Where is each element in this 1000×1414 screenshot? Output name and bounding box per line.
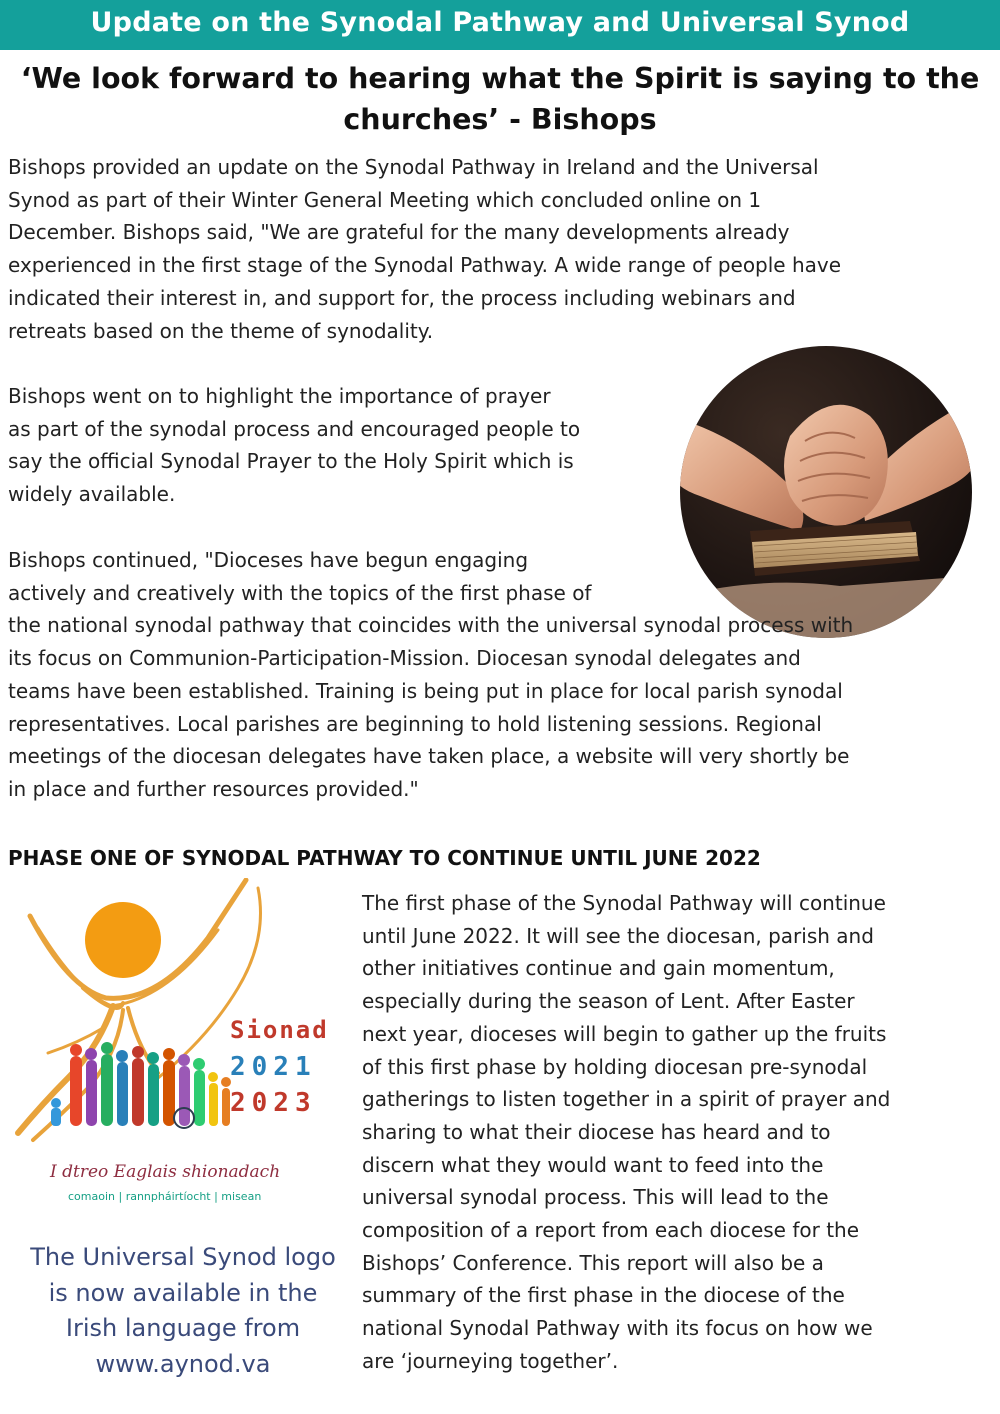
- logo-subtitle: comaoin | rannpháirtíocht | misean: [68, 1190, 262, 1203]
- text-line: next year, dioceses will begin to gather up the fruits: [362, 1021, 887, 1046]
- text-line: sharing to what their diocese has heard and to: [362, 1119, 831, 1144]
- text-line: Bishops continued, "Dioceses have begun engaging: [8, 548, 529, 572]
- caption-line: is now available in the: [48, 1278, 318, 1307]
- text-line: its focus on Communion-Participation-Mission. Diocesan synodal delegates and: [8, 646, 801, 671]
- text-line: meetings of the diocesan delegates have taken place, a website will very shortly be: [8, 744, 850, 769]
- text-line: widely available.: [8, 482, 176, 507]
- caption-line: Irish language from: [65, 1314, 301, 1342]
- prayer-paragraph: [8, 380, 580, 511]
- text-line: discern what they would want to feed into the: [362, 1152, 824, 1177]
- text-line: experienced in the first stage of the Synodal Pathway. A wide range of people have: [8, 253, 842, 278]
- text-line: especially during the season of Lent. After Easter: [362, 989, 855, 1014]
- text-line: teams have been established. Training is being put in place for local parish synodal: [8, 678, 843, 703]
- text-line: gatherings to listen together in a spirit of prayer and: [362, 1087, 891, 1112]
- text-line: of this first phase by holding diocesan pre-synodal: [362, 1054, 868, 1079]
- page-title-line: ‘We look forward to hearing what the Spirit is saying to the: [20, 62, 980, 95]
- text-line: composition of a report from each diocese for the: [362, 1218, 860, 1243]
- text-line: summary of the first phase in the diocese of the: [362, 1283, 845, 1308]
- text-line: Bishops went on to highlight the importance of prayer: [8, 384, 551, 408]
- logo-word: Sionad: [230, 1016, 329, 1044]
- text-line: Synod as part of their Winter General Meeting which concluded online on 1: [8, 187, 762, 212]
- dioceses-paragraph: [8, 544, 853, 806]
- text-line: the national synodal pathway that coincides with the universal synodal process with: [8, 613, 854, 638]
- synod-logo: [8, 878, 348, 1213]
- text-line: universal synodal process. This will lead to the: [362, 1185, 829, 1210]
- text-line: say the official Synodal Prayer to the Holy Spirit which is: [8, 449, 574, 474]
- banner-title: Update on the Synodal Pathway and Universal Synod: [90, 7, 910, 38]
- text-line: are ‘journeying together’.: [362, 1348, 619, 1373]
- text-line: The first phase of the Synodal Pathway will continue: [362, 891, 886, 915]
- header-banner: [0, 0, 1000, 50]
- text-line: December. Bishops said, "We are grateful for the many developments already: [8, 220, 790, 245]
- phase-one-paragraph: [362, 887, 890, 1378]
- logo-tagline: I dtreo Eaglais shionadach: [50, 1162, 281, 1182]
- intro-paragraph: [8, 151, 841, 347]
- logo-year-end: 2023: [230, 1088, 317, 1118]
- text-line: as part of the synodal process and encouraged people to: [8, 416, 581, 441]
- text-line: retreats based on the theme of synodality.: [8, 318, 434, 343]
- logo-year-start: 2021: [230, 1052, 317, 1082]
- caption-link: www.aynod.va: [95, 1349, 271, 1378]
- logo-caption: [8, 1240, 358, 1382]
- text-line: representatives. Local parishes are beginning to hold listening sessions. Regional: [8, 711, 822, 736]
- page-title-line: churches’ - Bishops: [343, 103, 657, 136]
- logo-sun: [85, 902, 161, 978]
- text-line: until June 2022. It will see the diocesan, parish and: [362, 923, 874, 948]
- text-line: indicated their interest in, and support for, the process including webinars and: [8, 285, 796, 310]
- page-title: [0, 58, 1000, 140]
- logo-crowd: [51, 1042, 231, 1128]
- text-line: actively and creatively with the topics of the first phase of: [8, 580, 592, 605]
- text-line: in place and further resources provided.": [8, 776, 419, 801]
- section-heading: PHASE ONE OF SYNODAL PATHWAY TO CONTINUE UNTIL JUNE 2022: [8, 846, 761, 870]
- caption-line: The Universal Synod logo: [30, 1243, 336, 1271]
- text-line: Bishops provided an update on the Synodal Pathway in Ireland and the Universal: [8, 155, 819, 179]
- text-line: Bishops’ Conference. This report will also be a: [362, 1250, 824, 1275]
- text-line: other initiatives continue and gain momentum,: [362, 956, 835, 981]
- text-line: national Synodal Pathway with its focus on how we: [362, 1316, 873, 1341]
